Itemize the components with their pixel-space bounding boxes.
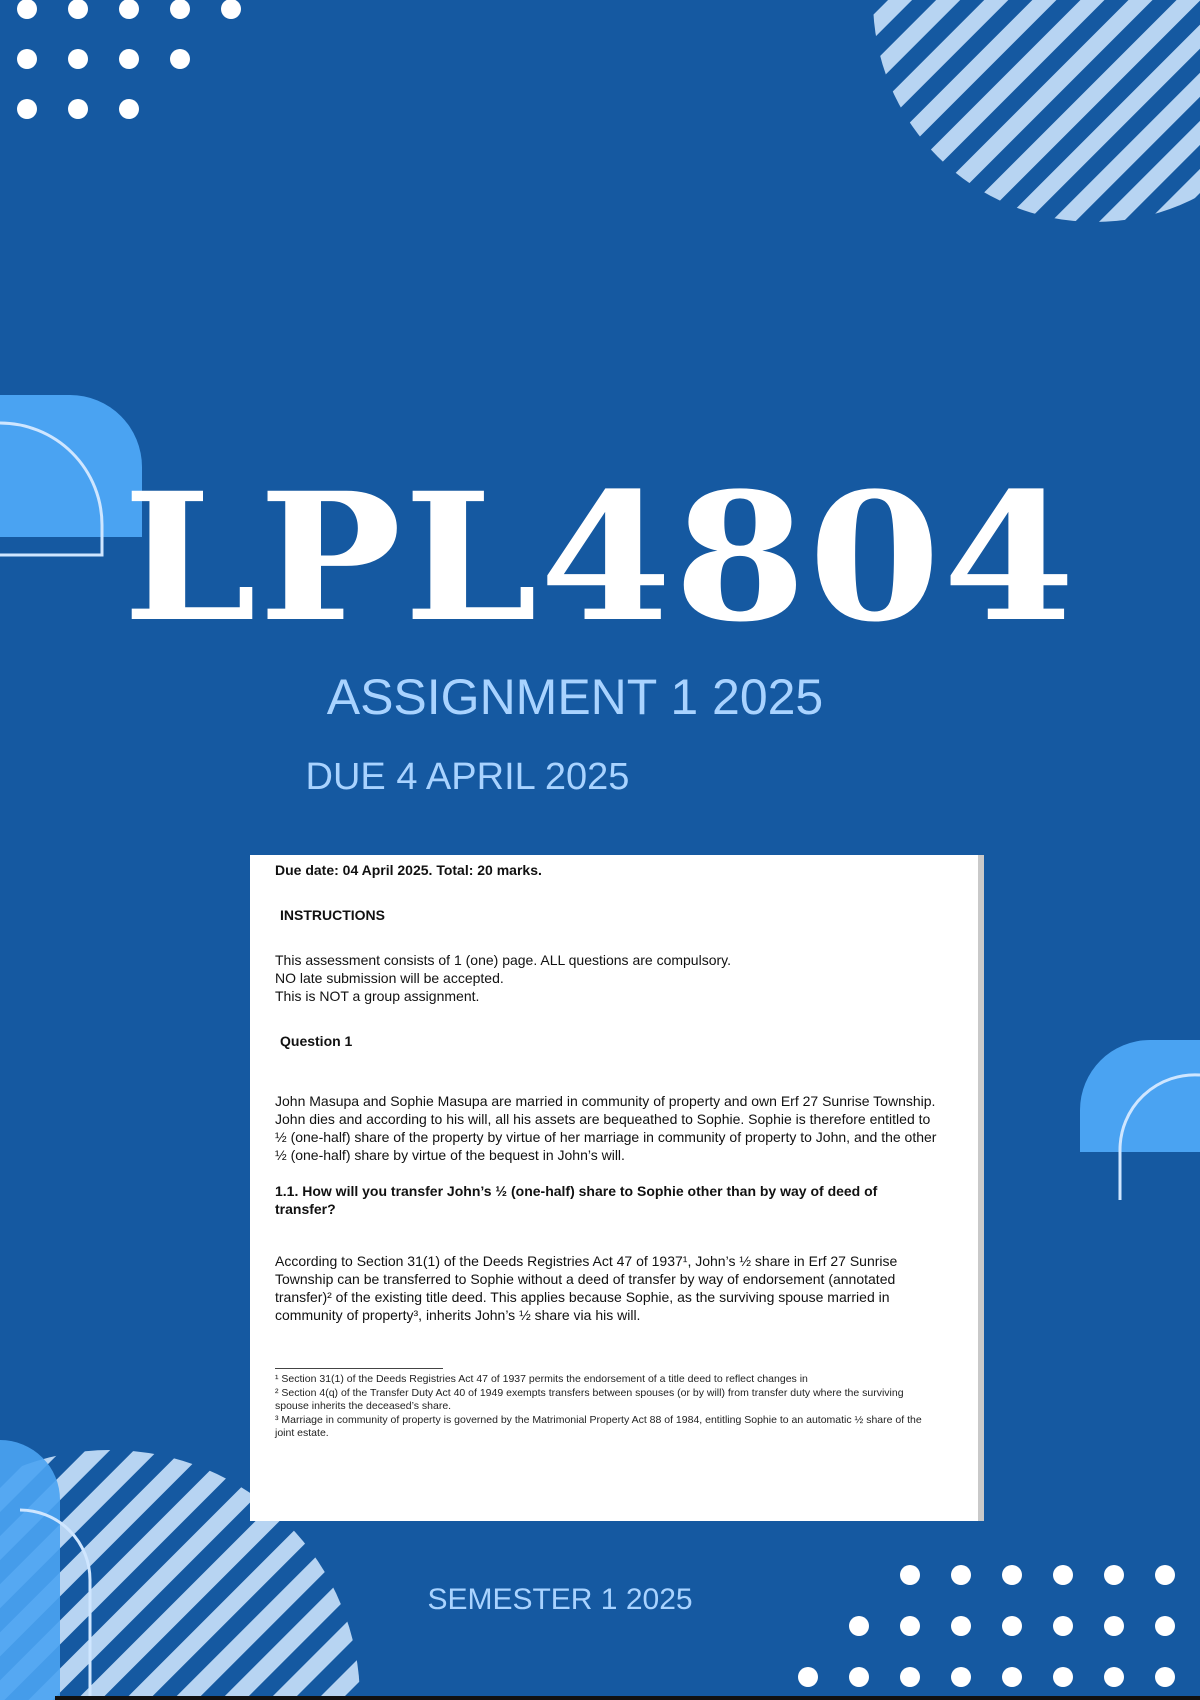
footnote: ³ Marriage in community of property is governed by the Matrimonial Property Act 88 of 1984, entitling Sophie to an automatic ½ share of the joint estate. <box>275 1413 922 1439</box>
footnote: ¹ Section 31(1) of the Deeds Registries Act 47 of 1937 permits the endorsement of a title deed to reflect changes in <box>275 1373 808 1385</box>
semester-label: SEMESTER 1 2025 <box>427 1583 693 1616</box>
dot-pattern-bottom-right <box>790 1555 1200 1700</box>
assignment-subtitle: ASSIGNMENT 1 2025 <box>326 669 824 725</box>
bottom-border-line <box>55 1696 1200 1700</box>
quarter-circle-right <box>1080 1040 1200 1205</box>
assignment-document-preview <box>250 855 984 1521</box>
instruction-line: NO late submission will be accepted. <box>275 970 504 986</box>
instructions-heading: INSTRUCTIONS <box>280 907 385 923</box>
footnote-separator <box>275 1368 443 1369</box>
instruction-line: This is NOT a group assignment. <box>275 988 480 1004</box>
dot-pattern-top-left <box>0 0 260 130</box>
question-1-1: 1.1. How will you transfer John’s ½ (one-half) share to Sophie other than by way of deed of transfer? <box>275 1183 878 1217</box>
due-date-subtitle: DUE 4 APRIL 2025 <box>305 756 630 798</box>
striped-semicircle-top-right <box>840 0 1200 225</box>
due-date-line: Due date: 04 April 2025. Total: 20 marks. <box>275 862 542 878</box>
question-scenario: John Masupa and Sophie Masupa are married in community of property and own Erf 27 Sunrise Township. John dies and according to his will, all his assets are bequeathed to Sophie. Sophie is therefore entitled to ½ (one-half) share of the property by virtue of her marriage in community of property to John, and the other ½ (one-half) share by virtue of the bequest in John’s will. <box>275 1093 937 1163</box>
footnote: ² Section 4(q) of the Transfer Duty Act 40 of 1949 exempts transfers between spouses (or by will) from transfer duty where the surviving spouse inherits the deceased’s share. <box>275 1386 904 1412</box>
instruction-line: This assessment consists of 1 (one) page. ALL questions are compulsory. <box>275 952 732 968</box>
answer-paragraph: According to Section 31(1) of the Deeds Registries Act 47 of 1937¹, John’s ½ share in Erf 27 Sunrise Township can be transferred to Sophie without a deed of transfer by way of endorsement (annotated transfer)² of the existing title deed. This applies because Sophie, as the surviving spouse married in community of property³, inherits John’s ½ share via his will. <box>275 1253 898 1323</box>
question-heading: Question 1 <box>280 1033 353 1049</box>
course-code-title: LPL4804 <box>122 454 1078 661</box>
